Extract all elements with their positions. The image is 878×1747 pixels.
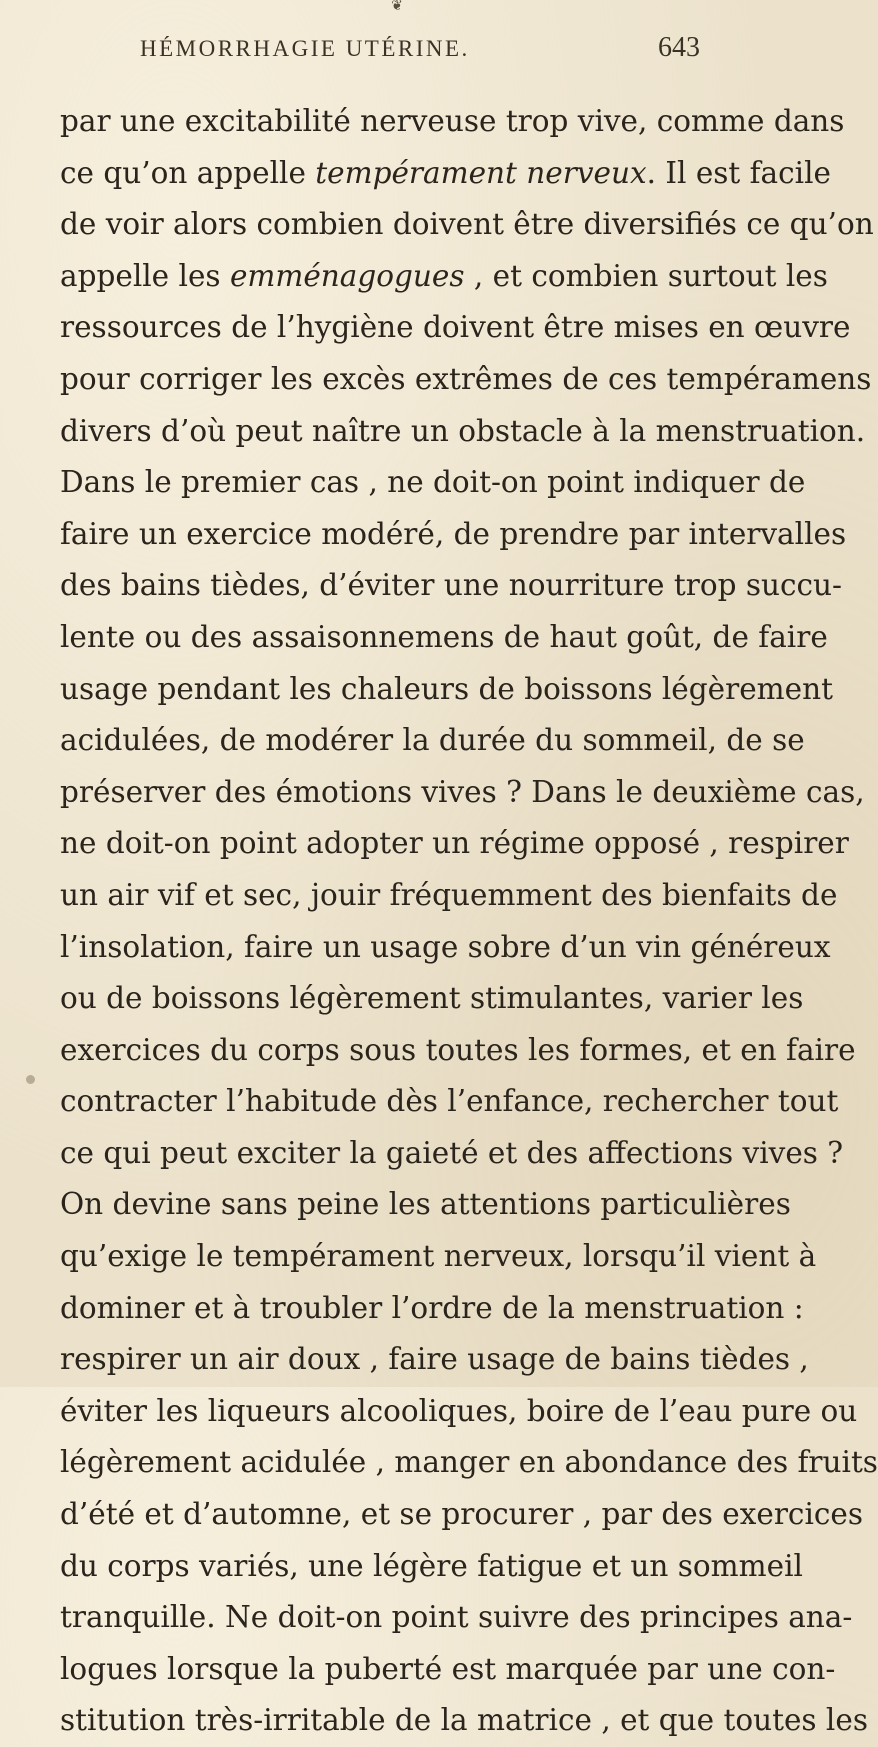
italic-term: tempérament nerveux: [315, 155, 647, 190]
text-line: lente ou des assaisonnemens de haut goût, de faire: [60, 619, 828, 654]
text-line: éviter les liqueurs alcooliques, boire de l’eau pure ou: [60, 1393, 858, 1428]
text-line: respirer un air doux , faire usage de bains tièdes ,: [60, 1342, 809, 1377]
text-line: ressources de l’hygiène doivent être mises en œuvre: [60, 310, 851, 345]
italic-term: emménagogues: [229, 258, 465, 293]
text-line: contracter l’habitude dès l’enfance, rechercher tout: [60, 1084, 839, 1119]
text-line: ce qui peut exciter la gaieté et des affections vives ?: [60, 1135, 844, 1170]
text-line: un air vif et sec, jouir fréquemment des bienfaits de: [60, 877, 838, 912]
text-line: légèrement acidulée , manger en abondance des fruits: [60, 1445, 878, 1480]
page-number: 643: [658, 32, 700, 63]
text-line: stitution très-irritable de la matrice , et que toutes les: [60, 1703, 868, 1738]
text-line: des bains tièdes, d’éviter une nourriture trop succu-: [60, 568, 843, 603]
text-line: divers d’où peut naître un obstacle à la menstruation.: [60, 413, 866, 448]
text-line: faire un exercice modéré, de prendre par intervalles: [60, 516, 847, 551]
text-line: l’insolation, faire un usage sobre d’un vin généreux: [60, 929, 831, 964]
body-text: [60, 96, 878, 1747]
ink-spot: [26, 1075, 35, 1084]
text-line: ce qu’on appelle tempérament nerveux. Il est facile: [60, 155, 831, 190]
text-line: Dans le premier cas , ne doit-on point indiquer de: [60, 465, 806, 500]
text-line: ou de boissons légèrement stimulantes, varier les: [60, 981, 804, 1016]
ornament-icon: ❦: [391, 0, 403, 14]
text-line: appelle les emménagogues , et combien surtout les: [60, 258, 828, 293]
text-line: de voir alors combien doivent être diversifiés ce qu’on: [60, 207, 874, 242]
text-line: exercices du corps sous toutes les formes, et en faire: [60, 1032, 856, 1067]
text-line: qu’exige le tempérament nerveux, lorsqu’il vient à: [60, 1239, 817, 1274]
running-head: HÉMORRHAGIE UTÉRINE.: [140, 36, 470, 61]
text-line: d’été et d’automne, et se procurer , par des exercices: [60, 1497, 864, 1532]
text-line: tranquille. Ne doit-on point suivre des principes ana-: [60, 1600, 853, 1635]
page-header: [100, 30, 700, 70]
text-line: dominer et à troubler l’ordre de la menstruation :: [60, 1290, 804, 1325]
text-line: logues lorsque la puberté est marquée par une con-: [60, 1651, 836, 1686]
text-line: par une excitabilité nerveuse trop vive, comme dans: [60, 104, 845, 138]
text-line: On devine sans peine les attentions particulières: [60, 1187, 791, 1222]
text-line: usage pendant les chaleurs de boissons légèrement: [60, 671, 833, 706]
text-line: acidulées, de modérer la durée du sommeil, de se: [60, 723, 805, 758]
text-line: ne doit-on point adopter un régime opposé , respirer: [60, 826, 849, 861]
text-line: du corps variés, une légère fatigue et un sommeil: [60, 1548, 803, 1583]
text-line: préserver des émotions vives ? Dans le deuxième cas,: [60, 774, 865, 809]
text-line: pour corriger les excès extrêmes de ces tempéramens: [60, 361, 872, 396]
